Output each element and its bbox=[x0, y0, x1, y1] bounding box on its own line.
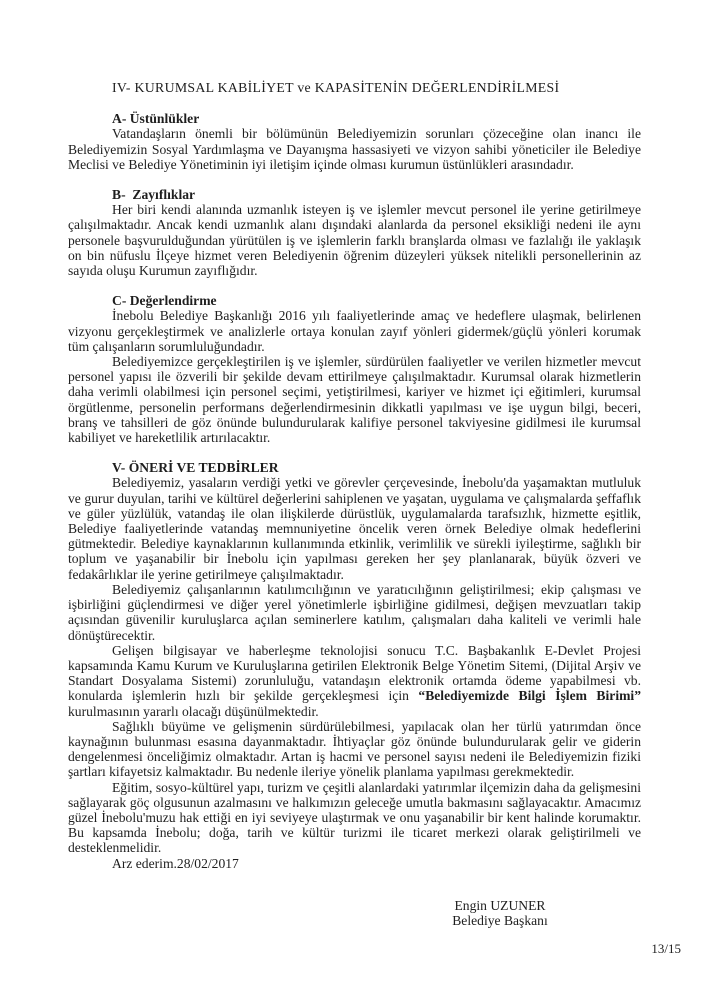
paragraph-degerlendirme-2 bbox=[68, 354, 641, 445]
paragraph-text-segment: Sağlıklı büyüme ve gelişmenin sürdürülebilmesi, yapılacak olan her türlü yatırımdan önce kaynağının bulunması esasına dayanmaktadır. İhtiyaçlar göz önünde bulundurularak gelir ve giderin dengelenmesi önceliğimiz olmaktadır. Artan iş hacmi ve personel sayısı nedeni ile Belediyemizin fiziki şartları kifayetsiz kalmaktadır. Bu nedenle ileriye yönelik planlama yapılması gerekmektedir. bbox=[68, 718, 641, 780]
paragraph-text-segment: Eğitim, sosyo-kültürel yapı, turizm ve çeşitli alanlardaki yatırımlar ilçemizin daha da gelişmesini sağlayarak göç olgusunun azalmasını ve halkımızın geleceğe umutla bakmasını sağlayacaktır. Amacımız güzel İnebolu'muzu hak ettiği en iyi seviyeye ulaştırmak ve onu yaşanabilir bir kent halinde korumaktır. Bu kapsamda İnebolu; doğa, tarih ve kültür turizmi ile ticaret merkezi olarak geliştirilmeli ve desteklenmelidir. bbox=[68, 779, 641, 856]
paragraph-text-segment: İnebolu Belediye Başkanlığı 2016 yılı faaliyetlerinde amaç ve hedeflere ulaşmak, belirlenen vizyonu gerçekleştirmek ve analizlerle ortaya konulan zayıf yönleri gidermek/güçlü yönleri korumak tüm çalışanların sorumluluğundadır. bbox=[68, 308, 641, 354]
paragraph-oneri-5 bbox=[68, 780, 641, 856]
paragraph-text-segment: Her biri kendi alanında uzmanlık isteyen iş ve işlemler mevcut personel ile yerine getirilmeye çalışılmaktadır. Ancak kendi uzmanlık alanı dışındaki alanlarda da personel eksikliği nedeni ile aynı personele başvurulduğundan yürütülen iş ve işlemlerin farklı branşlarda olması ve fazlalığı ile yaklaşık on bin nüfuslu İlçeye hizmet veren Belediyenin öğrenim düzeyleri yüksek nitelikli personellerinin az sayıda oluşu Kurumun zayıflığıdır. bbox=[68, 202, 641, 279]
section-heading-oneri-ve-tedbirler: V- ÖNERİ VE TEDBİRLER bbox=[112, 460, 279, 476]
paragraph-oneri-4 bbox=[68, 719, 641, 780]
signature-title: Belediye Başkanı bbox=[452, 912, 548, 928]
signature-block bbox=[400, 898, 600, 928]
paragraph-text-segment: kurulmasının yararlı olacağı düşünülmektedir. bbox=[68, 703, 319, 719]
document-content bbox=[68, 80, 641, 928]
paragraph-oneri-1 bbox=[68, 475, 641, 581]
paragraph-degerlendirme-1 bbox=[68, 308, 641, 354]
page-number: 13/15 bbox=[651, 941, 681, 956]
closing-line: Arz ederim.28/02/2017 bbox=[112, 855, 239, 871]
paragraph-ustunlukler-1 bbox=[68, 126, 641, 172]
paragraph-text-segment: Belediyemiz, yasaların verdiği yetki ve görevler çerçevesinde, İnebolu'da yaşamaktan mutluluk ve gurur duyulan, tarihi ve kültürel değerlerini sahiplenen ve yaşatan, uygulama ve çalışmalarda şeffaflık ve güler yüzlülük, vatandaş ile olan ilişkilerde dürüstlük, uygulamalarda tarafsızlık, hizmette eşitlik, Belediye faaliyetlerinde vatandaş memnuniyetine öncelik veren örnek Belediye olmak hedeflerini gütmektedir. Belediye kaynaklarının kullanımında etkinlik, verimlilik ve sürekli iyileştirme, sağlıklı bir toplum ve yaşanabilir bir İnebolu için yapılması gereken her şey planlanarak, büyük özveri ve fedakârlıklar ile yerine getirilmeye çalışılmaktadır. bbox=[68, 475, 641, 582]
paragraph-text-segment: Belediyemizce gerçekleştirilen iş ve işlemler, sürdürülen faaliyetler ve verilen hizmetler mevcut personel yapısı ile özverili bir şekilde devam ettirilmeye çalışılmaktadır. Kurumsal olarak hizmetlerin daha verimli olabilmesi için personel seçimi, yetiştirilmesi, kariyer ve hizmet içi eğitimleri, kurumsal örgütlenme, personelin performans değerlendirmesinin dikkatli yapılması ve işe uygun bilgi, beceri, branş ve tahsilleri de göz önünde bulundurularak kalifiye personel takviyesine gidilmesi ile kurumsal kabiliyet ve hareketlilik artırılacaktır. bbox=[68, 354, 641, 446]
paragraph-oneri-3-bilgi-islem bbox=[68, 643, 641, 719]
section-heading-degerlendirme: C- Değerlendirme bbox=[112, 293, 217, 309]
paragraph-text-segment: Gelişen bilgisayar ve haberleşme teknolojisi sonucu T.C. Başbakanlık E-Devlet Projesi kapsamında Kamu Kurum ve Kuruluşlarına getirilen Elektronik Belge Yönetim Sitemi, (Dijital Arşiv ve Standart Dosyalama Sistemi) zorunluluğu, vatandaşın elektronik ortamda ödeme yapabilmesi vb. konularda işlemlerin hızlı bir şekilde gerçekleşmesi için bbox=[68, 642, 641, 704]
section-heading-ustunlukler: A- Üstünlükler bbox=[112, 111, 200, 127]
section-heading-zayifliklar: B- Zayıflıklar bbox=[112, 187, 196, 203]
paragraph-bold-segment: “Belediyemizde Bilgi İşlem Birimi” bbox=[418, 688, 641, 704]
paragraph-oneri-2 bbox=[68, 582, 641, 643]
document-title: IV- KURUMSAL KABİLİYET ve KAPASİTENİN DEĞERLENDİRİLMESİ bbox=[112, 80, 560, 95]
signature-name: Engin UZUNER bbox=[454, 897, 546, 913]
paragraph-zayifliklar-1 bbox=[68, 202, 641, 278]
paragraph-text-segment: Belediyemiz çalışanlarının katılımcılığının ve yaratıcılığının geliştirilmesi; ekip çalışması ve işbirliğini güçlendirmesi ve diğer yerel yönetimlerle işbirliğine gidilmesi, değişen mevzuatları takip açısından güvenilir kuruluşlarca açılan seminerlere katılım, çalışmaları daha kaliteli ve verimli hale dönüştürecektir. bbox=[68, 581, 641, 643]
paragraph-text-segment: Vatandaşların önemli bir bölümünün Belediyemizin sorunları çözeceğine olan inancı ile Belediyemizin Sosyal Yardımlaşma ve Dayanışma hassasiyeti ve vizyon sahibi yöneticiler ile Belediye Meclisi ve Belediye Yönetiminin iyi iletişim içinde olması kurumun üstünlükleri arasındadır. bbox=[68, 126, 641, 172]
